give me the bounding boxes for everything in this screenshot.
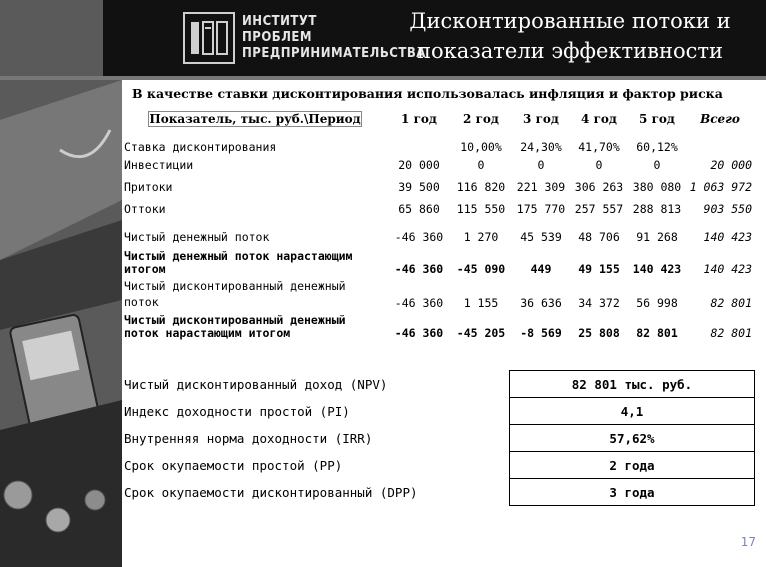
cell-total (686, 136, 754, 154)
row-label: Инвестиции (124, 158, 194, 172)
cell: 10,00% (460, 140, 502, 154)
row-label: Чистый дисконтированный денежный поток нарастающим итогом (124, 313, 346, 340)
cell: 41,70% (578, 140, 620, 154)
summary-value: 82 801 тыс. руб. (510, 371, 755, 398)
cell: 20 000 (398, 158, 440, 172)
table-row (122, 154, 754, 172)
summary-row (122, 425, 755, 452)
cell: 49 155 (578, 262, 620, 276)
summary-label: Индекс доходности простой (PI) (124, 403, 350, 419)
cell: 449 (530, 262, 552, 276)
cell-total: 82 801 (710, 296, 752, 310)
cell: 25 808 (578, 326, 620, 340)
cell: 45 539 (520, 230, 562, 244)
summary-value: 57,62% (510, 425, 755, 452)
row-label: Ставка дисконтирования (124, 140, 277, 154)
logo-line-2: ПРОБЛЕМ (242, 30, 313, 45)
cell: 48 706 (578, 230, 620, 244)
cell: -46 360 (394, 326, 444, 340)
table-row (122, 136, 754, 154)
logo-line-1: ИНСТИТУТ (242, 14, 317, 29)
summary-row (122, 398, 755, 425)
cell-total: 82 801 (710, 326, 752, 340)
cell: 257 557 (574, 202, 624, 216)
table-row (122, 276, 754, 310)
cell: -46 360 (394, 296, 444, 310)
column-header-year3: 3 год (523, 112, 559, 126)
cell: -45 090 (456, 262, 506, 276)
decorative-photo (0, 0, 122, 567)
office-items-image (0, 0, 122, 567)
title-line-2: показатели эффективности (417, 39, 723, 63)
cell: 115 550 (456, 202, 506, 216)
column-header-indicator: Показатель, тыс. руб.\Период (149, 112, 361, 126)
summary-row (122, 371, 755, 398)
cell-total: 903 550 (703, 202, 752, 216)
summary-row (122, 452, 755, 479)
column-header-year4: 4 год (581, 112, 617, 126)
cell-total: 20 000 (710, 158, 752, 172)
cell: 0 (537, 158, 545, 172)
table-row (122, 222, 754, 244)
row-label: Оттоки (124, 202, 166, 216)
cell: 34 372 (578, 296, 620, 310)
row-label: Притоки (124, 180, 173, 194)
cell: 1 270 (463, 230, 499, 244)
summary-value: 3 года (510, 479, 755, 506)
table-row (122, 194, 754, 216)
cell: 39 500 (398, 180, 440, 194)
cell: 175 770 (516, 202, 566, 216)
table-header-row (122, 112, 754, 136)
column-header-year2: 2 год (463, 112, 499, 126)
summary-label: Срок окупаемости дисконтированный (DPP) (124, 484, 418, 500)
slide-title (380, 6, 760, 66)
cell: 140 423 (632, 262, 682, 276)
cell: 91 268 (636, 230, 678, 244)
table-row (122, 310, 754, 340)
summary-label: Внутренняя норма доходности (IRR) (124, 430, 373, 446)
cell: 60,12% (636, 140, 678, 154)
cell: 24,30% (520, 140, 562, 154)
cell-total: 1 063 972 (689, 180, 752, 194)
cash-flow-table (122, 112, 754, 340)
cell: 116 820 (456, 180, 506, 194)
cell: 1 155 (463, 296, 499, 310)
summary-label: Срок окупаемости простой (PP) (124, 457, 343, 473)
row-label: Чистый денежный поток нарастающим итогом (124, 249, 353, 276)
cell: 306 263 (574, 180, 624, 194)
cell-total: 140 423 (703, 262, 752, 276)
subtitle: В качестве ставки дисконтирования использовалась инфляция и фактор риска (132, 86, 723, 101)
page-number: 17 (740, 535, 756, 549)
cell-total: 140 423 (703, 230, 752, 244)
cell: 0 (653, 158, 661, 172)
title-line-1: Дисконтированные потоки и (409, 9, 731, 33)
cell: 0 (595, 158, 603, 172)
logo-icon (185, 14, 233, 62)
cell: 0 (477, 158, 485, 172)
row-label: Чистый денежный поток (124, 230, 270, 244)
table-row (122, 172, 754, 194)
cell: -46 360 (394, 262, 444, 276)
column-header-year1: 1 год (401, 112, 437, 126)
summary-label: Чистый дисконтированный доход (NPV) (124, 376, 388, 392)
cell: -8 569 (520, 326, 562, 340)
cell: 65 860 (398, 202, 440, 216)
summary-value: 2 года (510, 452, 755, 479)
logo-line-3: ПРЕДПРИНИМАТЕЛЬСТВА (242, 46, 426, 61)
row-label: Чистый дисконтированный денежный поток (124, 279, 346, 309)
cell: 82 801 (636, 326, 678, 340)
cell: 56 998 (636, 296, 678, 310)
cell: -46 360 (394, 230, 444, 244)
table-row (122, 244, 754, 276)
summary-row (122, 479, 755, 506)
cell: -45 205 (456, 326, 506, 340)
cell: 36 636 (520, 296, 562, 310)
cell: 288 813 (632, 202, 682, 216)
efficiency-summary-table (122, 370, 755, 506)
cell (388, 136, 450, 154)
column-header-year5: 5 год (639, 112, 675, 126)
summary-value: 4,1 (510, 398, 755, 425)
column-header-total: Всего (700, 112, 740, 126)
slide-content (122, 80, 766, 567)
cell: 221 309 (516, 180, 566, 194)
cell: 380 080 (632, 180, 682, 194)
logo-mark (183, 12, 235, 64)
